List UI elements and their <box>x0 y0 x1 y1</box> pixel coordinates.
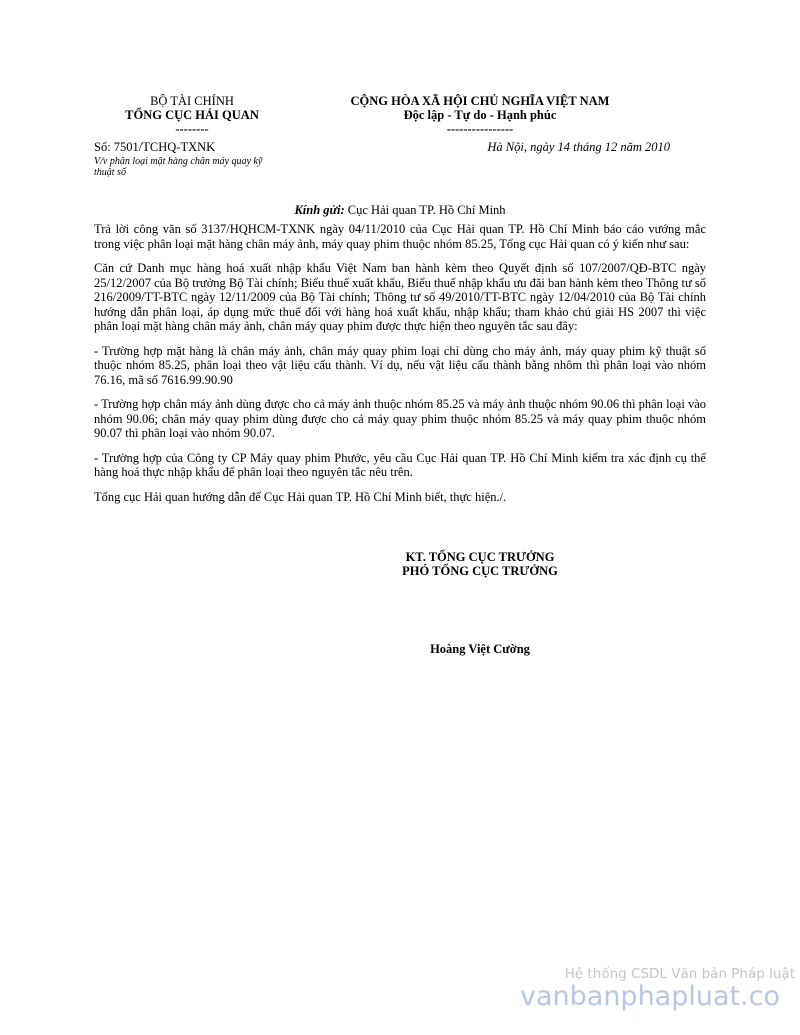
document-subject: V/v phân loại mặt hàng chân máy quay kỹ thuật số <box>94 156 263 178</box>
body-paragraph: Căn cứ Danh mục hàng hoá xuất nhập khẩu Việt Nam ban hành kèm theo Quyết định số 107/2007/QĐ-BTC ngày 25/12/2007 của Bộ trưởng Bộ Tài chính; Biểu thuế xuất khẩu, Biểu thuế nhập khẩu ưu đãi ban hành kèm theo Thông tư số 216/2009/TT-BTC ngày 12/11/2009 của Bộ Tài chính; Thông tư số 49/2010/TT-BTC ngày 12/04/2010 của Bộ Tài chính hướng dẫn phân loại, áp dụng mức thuế đối với hàng hoá xuất khẩu, nhập khẩu; tham khảo chú giải HS 2007 thì việc phân loại mặt hàng chân máy ảnh, chân máy quay phim được thực hiện theo nguyên tắc sau đây: <box>94 261 706 333</box>
watermark-site: vanbanphapluat.co <box>520 981 781 1012</box>
signature-title-line2: PHÓ TỔNG CỤC TRƯỞNG <box>402 564 558 578</box>
recipient-line <box>94 203 706 218</box>
signature-title-line1: KT. TỔNG CỤC TRƯỞNG <box>405 550 555 564</box>
national-motto: Độc lập - Tự do - Hạnh phúc <box>403 108 557 122</box>
body-paragraph: - Trường hợp chân máy ảnh dùng được cho cả máy ảnh thuộc nhóm 85.25 và máy ảnh thuộc nhóm 90.06 thì phân loại vào nhóm 90.06; chân máy quay phim dùng được cho cả máy quay phim thuộc nhóm 85.25 và máy quay phim thuộc nhóm 90.07 thì phân loại vào nhóm 90.07. <box>94 397 706 440</box>
agency-separator: -------- <box>175 122 209 136</box>
document-date: Hà Nội, ngày 14 tháng 12 năm 2010 <box>487 140 670 154</box>
signer-name: Hoàng Việt Cường <box>430 642 530 656</box>
body-paragraph: Trả lời công văn số 3137/HQHCM-TXNK ngày 04/11/2010 của Cục Hải quan TP. Hồ Chí Minh báo cáo vướng mắc trong việc phân loại mặt hàng chân máy ảnh, máy quay phim thuộc nhóm 85.25, Tổng cục Hải quan có ý kiến như sau: <box>94 222 706 251</box>
body-paragraph: - Trường hợp mặt hàng là chân máy ảnh, chân máy quay phim loại chỉ dùng cho máy ảnh, máy quay phim kỹ thuật số thuộc nhóm 85.25, phân loại theo vật liệu cấu thành. Ví dụ, nếu vật liệu cấu thành bằng nhôm thì phân loại vào nhóm 76.16, mã số 7616.99.90.90 <box>94 343 706 387</box>
country-name: CỘNG HÒA XÃ HỘI CHỦ NGHĨA VIỆT NAM <box>350 94 610 108</box>
watermark-caption: Hệ thống CSDL Văn bản Pháp luật <box>564 966 795 982</box>
recipient-label: Kính gửi: <box>294 203 345 217</box>
issuing-agency-block <box>122 94 262 136</box>
document-body <box>94 222 706 514</box>
ministry-name: BỘ TÀI CHÍNH <box>150 94 234 108</box>
motto-separator: ---------------- <box>446 122 514 136</box>
signature-block <box>380 550 580 578</box>
document-number: Số: 7501/TCHQ-TXNK <box>94 140 216 154</box>
recipient-name: Cục Hải quan TP. Hồ Chí Minh <box>344 203 506 217</box>
body-paragraph: Tổng cục Hải quan hướng dẫn để Cục Hải quan TP. Hồ Chí Minh biết, thực hiện./. <box>94 489 507 504</box>
national-motto-block <box>330 94 630 136</box>
body-paragraph: - Trường hợp của Công ty CP Máy quay phim Phước, yêu cầu Cục Hải quan TP. Hồ Chí Minh kiểm tra xác định cụ thể hàng hoá thực nhập khẩu để phân loại theo nguyên tắc nêu trên. <box>94 450 706 479</box>
agency-name: TỔNG CỤC HẢI QUAN <box>125 108 259 122</box>
